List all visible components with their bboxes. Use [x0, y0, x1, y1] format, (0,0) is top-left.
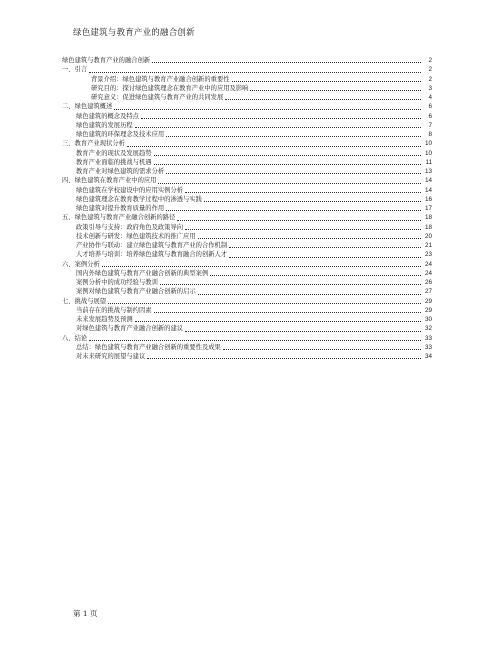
toc-entry-label: 研究意义：促进绿色建筑与教育产业的共同发展: [91, 94, 224, 101]
toc-leader-dots: [135, 320, 421, 322]
toc-entry-page-number: 32: [424, 325, 432, 333]
toc-entry[interactable]: [62, 315, 432, 324]
toc-entry-label: 政策引导与支持：政府角色及政策导向: [76, 223, 184, 231]
toc-entry-page-number: 6: [428, 112, 432, 120]
toc-leader-dots: [210, 274, 421, 276]
toc-entry-page-number: 6: [428, 103, 432, 111]
toc-entry[interactable]: [62, 324, 432, 333]
toc-entry[interactable]: [62, 278, 432, 287]
toc-entry-page-number: 26: [424, 279, 432, 286]
toc-entry-label: 对未来研究的展望与建议: [76, 353, 146, 360]
toc-entry-page-number: 33: [424, 343, 432, 351]
toc-entry[interactable]: [62, 112, 432, 121]
toc-entry-label: 一、引言: [62, 66, 88, 74]
toc-entry-label: 案例分析中的成功经验与教训: [76, 279, 158, 286]
toc-entry-page-number: 27: [424, 288, 432, 296]
toc-entry[interactable]: [62, 93, 432, 102]
toc-entry-label: 产业协作与联动：建立绿色建筑与教育产业的合作机制: [76, 242, 228, 249]
toc-leader-dots: [154, 163, 421, 165]
toc-entry[interactable]: [62, 158, 432, 167]
toc-entry-label: 七、挑战与展望: [62, 297, 107, 305]
toc-entry[interactable]: [62, 250, 432, 259]
toc-leader-dots: [232, 80, 421, 82]
toc-entry-label: 教育产业对绿色建筑的需求分析: [76, 168, 165, 175]
toc-entry[interactable]: [62, 121, 432, 130]
toc-entry-label: 绿色建筑理念在教育教学过程中的渗透与实践: [76, 195, 202, 203]
toc-leader-dots: [198, 237, 421, 239]
toc-entry-label: 案例对绿色建筑与教育产业融合创新的启示: [76, 288, 196, 296]
toc-leader-dots: [89, 339, 421, 341]
header-title: 绿色建筑与教育产业的融合创新: [73, 28, 195, 38]
toc-entry[interactable]: [62, 232, 432, 241]
toc-entry-label: 四、绿色建筑在教育产业中的应用: [62, 177, 157, 185]
toc-entry-page-number: 17: [424, 205, 432, 212]
toc-leader-dots: [229, 246, 421, 248]
toc-leader-dots: [147, 357, 421, 359]
toc-entry-page-number: 18: [424, 223, 432, 231]
toc-entry-page-number: 7: [428, 121, 432, 129]
toc-entry-page-number: 23: [424, 251, 432, 259]
toc-entry[interactable]: [62, 84, 432, 93]
toc-leader-dots: [158, 182, 421, 184]
toc-entry-label: 绿色建筑对提升教育质量的作用: [76, 205, 165, 212]
toc-entry-label: 五、绿色建筑与教育产业融合创新的路径: [62, 214, 176, 222]
toc-entry-page-number: 30: [424, 316, 432, 323]
toc-entry-page-number: 4: [428, 94, 432, 101]
toc-entry-page-number: 34: [424, 353, 432, 360]
toc-entry-label: 绿色建筑的发展历程: [76, 121, 133, 129]
toc-entry[interactable]: [62, 139, 432, 148]
toc-entry-page-number: 2: [428, 75, 432, 83]
toc-entry-page-number: 13: [424, 168, 432, 175]
toc-entry[interactable]: [62, 65, 432, 74]
toc-leader-dots: [89, 71, 421, 73]
toc-entry[interactable]: [62, 195, 432, 204]
toc-entry-page-number: 24: [424, 269, 432, 277]
toc-entry-label: 背景介绍：绿色建筑与教育产业融合创新的重要性: [91, 75, 230, 83]
toc-entry-page-number: 14: [424, 177, 432, 185]
toc-entry-label: 绿色建筑的概念及特点: [76, 112, 139, 120]
toc-leader-dots: [229, 256, 421, 258]
toc-entry[interactable]: [62, 75, 432, 84]
toc-leader-dots: [114, 108, 421, 110]
toc-entry-page-number: 10: [424, 140, 432, 148]
toc-entry-page-number: 18: [424, 214, 432, 222]
toc-entry-page-number: 24: [424, 260, 432, 268]
toc-entry[interactable]: [62, 204, 432, 213]
toc-entry-label: 绿色建筑在学校建设中的应用实例分析: [76, 186, 184, 194]
toc-entry-page-number: 8: [428, 131, 432, 138]
toc-leader-dots: [141, 117, 421, 119]
toc-entry[interactable]: [62, 352, 432, 361]
toc-entry-label: 绿色建筑与教育产业的融合创新: [62, 57, 151, 64]
toc-leader-dots: [160, 283, 421, 285]
toc-leader-dots: [225, 98, 421, 100]
toc-entry-label: 人才培养与培训：培养绿色建筑与教育融合的创新人才: [76, 251, 228, 259]
toc-leader-dots: [108, 302, 421, 304]
table-of-contents: [62, 56, 432, 361]
toc-entry-page-number: 16: [424, 195, 432, 203]
toc-entry-page-number: 20: [424, 232, 432, 240]
toc-entry-page-number: 14: [424, 186, 432, 194]
toc-leader-dots: [152, 61, 421, 63]
toc-leader-dots: [204, 200, 421, 202]
toc-leader-dots: [223, 348, 421, 350]
toc-entry[interactable]: [62, 260, 432, 269]
toc-entry[interactable]: [62, 102, 432, 111]
toc-entry[interactable]: [62, 149, 432, 158]
toc-entry-page-number: 29: [424, 306, 432, 314]
toc-leader-dots: [135, 126, 421, 128]
toc-leader-dots: [185, 191, 421, 193]
toc-entry[interactable]: [62, 223, 432, 232]
toc-entry[interactable]: [62, 269, 432, 278]
toc-leader-dots: [127, 145, 421, 147]
toc-entry-label: 总结：绿色建筑与教育产业融合创新的重要性及成果: [76, 343, 221, 351]
toc-entry-label: 八、结论: [62, 334, 88, 342]
toc-entry[interactable]: [62, 186, 432, 195]
toc-entry[interactable]: [62, 287, 432, 296]
toc-entry-label: 国内外绿色建筑与教育产业融合创新的典型案例: [76, 269, 209, 277]
toc-entry[interactable]: [62, 241, 432, 250]
toc-leader-dots: [154, 311, 421, 313]
toc-entry-label: 教育产业的现状及发展趋势: [76, 149, 152, 157]
toc-leader-dots: [185, 330, 421, 332]
toc-entry-page-number: 29: [424, 297, 432, 305]
toc-entry[interactable]: [62, 334, 432, 343]
toc-leader-dots: [166, 172, 421, 174]
toc-entry[interactable]: [62, 167, 432, 176]
toc-entry-label: 未来发展趋势及预测: [76, 316, 133, 323]
toc-entry-page-number: 2: [428, 66, 432, 74]
toc-entry-label: 绿色建筑的环保理念及技术应用: [76, 131, 165, 138]
toc-entry[interactable]: [62, 306, 432, 315]
toc-entry-label: 三、教育产业现状分析: [62, 140, 125, 148]
toc-entry[interactable]: [62, 176, 432, 185]
page-number-footer: 第 1 页: [73, 609, 98, 618]
toc-leader-dots: [177, 219, 421, 221]
toc-entry-page-number: 10: [424, 149, 432, 157]
toc-leader-dots: [102, 265, 421, 267]
toc-entry[interactable]: [62, 297, 432, 306]
toc-entry-label: 六、案例分析: [62, 260, 100, 268]
toc-leader-dots: [185, 228, 421, 230]
toc-leader-dots: [166, 135, 421, 137]
toc-entry[interactable]: [62, 343, 432, 352]
toc-entry-page-number: 21: [424, 242, 432, 249]
toc-entry[interactable]: [62, 130, 432, 139]
toc-entry-label: 对绿色建筑与教育产业融合创新的建议: [76, 325, 184, 333]
toc-entry-page-number: 2: [428, 57, 432, 64]
toc-entry-label: 二、绿色建筑概述: [62, 103, 113, 111]
toc-leader-dots: [166, 209, 421, 211]
toc-entry-page-number: 33: [424, 334, 432, 342]
toc-entry-page-number: 11: [425, 158, 432, 166]
toc-entry-label: 教育产业面临的挑战与机遇: [76, 158, 152, 166]
toc-leader-dots: [198, 293, 421, 295]
toc-leader-dots: [250, 89, 421, 91]
toc-entry-page-number: 3: [428, 84, 432, 92]
toc-entry-label: 研究目的：探讨绿色建筑理念在教育产业中的应用及影响: [91, 84, 249, 92]
toc-entry[interactable]: [62, 213, 432, 222]
toc-entry-label: 当前存在的挑战与制约因素: [76, 306, 152, 314]
toc-entry[interactable]: [62, 56, 432, 65]
toc-entry-label: 技术创新与研发：绿色建筑技术的推广应用: [76, 232, 196, 240]
toc-leader-dots: [154, 154, 421, 156]
